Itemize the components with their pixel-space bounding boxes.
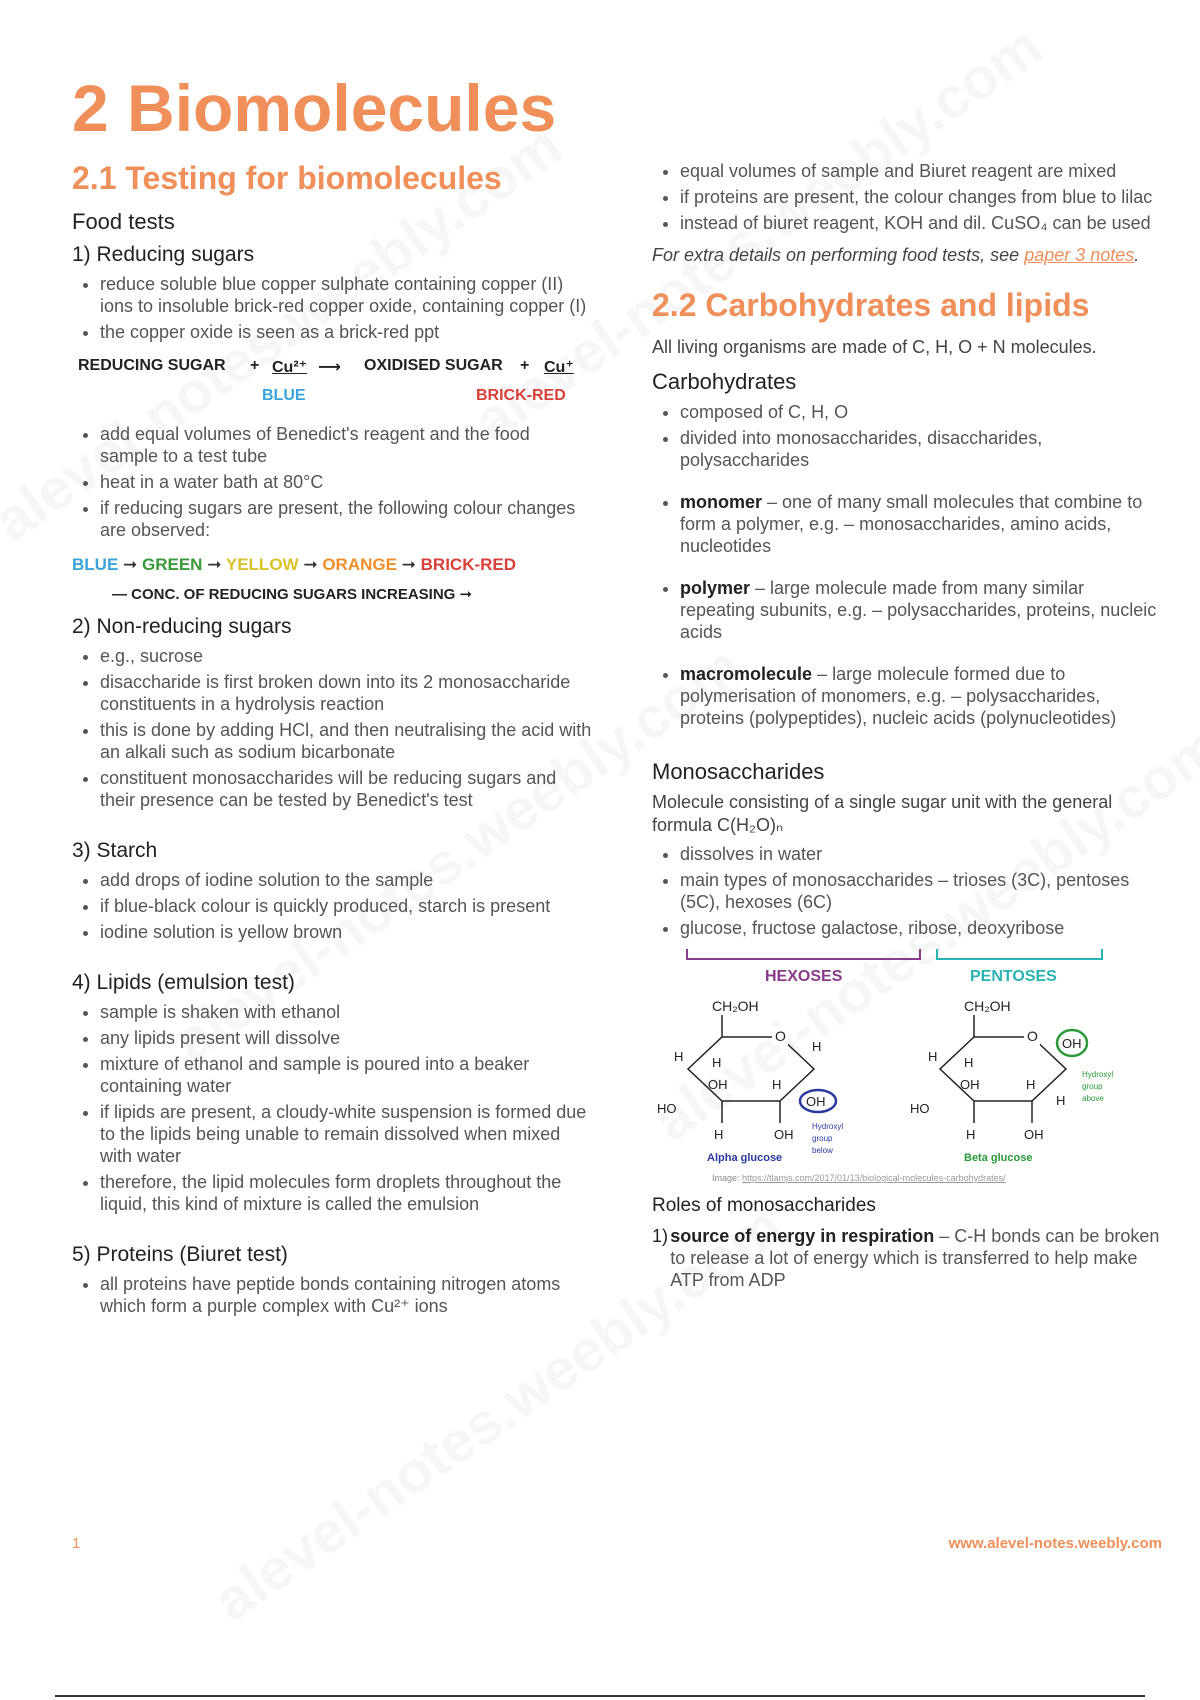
page-number: 1	[72, 1535, 81, 1552]
svg-text:H: H	[714, 1127, 724, 1142]
list-item: • this is done by adding HCl, and then neutralising the acid with an alkali such as sodium bicarbonate	[100, 719, 592, 763]
svg-text:H: H	[966, 1127, 976, 1142]
chain-arrow: ➞	[401, 555, 416, 574]
svg-text:OH: OH	[960, 1077, 980, 1092]
proteins-bullets-continued	[652, 160, 1162, 234]
list-item: • sample is shaken with ethanol	[100, 1001, 592, 1023]
definition-polymer	[652, 577, 1162, 643]
heading-non-reducing-sugars: 2) Non-reducing sugars	[72, 615, 292, 638]
svg-text:H: H	[928, 1049, 938, 1064]
list-item: • mixture of ethanol and sample is poured into a beaker containing water	[100, 1053, 592, 1097]
alpha-glucose-structure	[657, 998, 843, 1164]
heading-starch: 3) Starch	[72, 839, 158, 862]
bottom-rule	[55, 1695, 1145, 1697]
proteins-bullets	[72, 1273, 592, 1317]
lipids-bullets	[72, 1001, 592, 1215]
list-item: • macromolecule – large molecule formed due to polymerisation of monomers, e.g. – polysaccharides, proteins (polypeptides), nucleic acids (polynucleotides)	[680, 663, 1162, 729]
svg-text:OH: OH	[806, 1094, 826, 1109]
chain-arrow: ➞	[207, 555, 222, 574]
paper-3-notes-link[interactable]: paper 3 notes	[1024, 245, 1135, 265]
list-item: • e.g., sucrose	[100, 645, 592, 667]
carbs-bullets	[652, 401, 1162, 471]
list-item: • divided into monosaccharides, disaccharides, polysaccharides	[680, 427, 1162, 471]
svg-text:H: H	[772, 1077, 782, 1092]
monosaccharide-definition: Molecule consisting of a single sugar unit with the general formula C(H₂O)ₙ	[652, 792, 1113, 835]
glucose-diagram	[652, 949, 1162, 1169]
list-item: • the copper oxide is seen as a brick-red ppt	[100, 321, 592, 343]
non-reducing-bullets	[72, 645, 592, 811]
list-item: • disaccharide is first broken down into its 2 monosaccharide constituents in a hydrolysis reaction	[100, 671, 592, 715]
list-item: • composed of C, H, O	[680, 401, 1162, 423]
svg-text:Hydroxyl: Hydroxyl	[812, 1122, 844, 1131]
eq-copper-i: Cu⁺	[544, 359, 574, 376]
colour-brick-red: BRICK-RED	[420, 555, 517, 574]
svg-text:Hydroxyl: Hydroxyl	[1082, 1070, 1114, 1079]
eq-arrow: ⟶	[318, 359, 341, 376]
glucose-structures-svg	[652, 949, 1162, 1169]
section-heading-carbohydrates-lipids: 2.2 Carbohydrates and lipids	[652, 287, 1090, 323]
pentoses-bracket	[937, 949, 1102, 959]
list-item: • if blue-black colour is quickly produced, starch is present	[100, 895, 592, 917]
subheading-food-tests: Food tests	[72, 209, 175, 234]
intro-text: All living organisms are made of C, H, O + N molecules.	[652, 337, 1097, 357]
svg-text:H: H	[1026, 1077, 1036, 1092]
concentration-caption: — CONC. OF REDUCING SUGARS INCREASING ➞	[112, 586, 473, 603]
list-item: • reduce soluble blue copper sulphate containing copper (II) ions to insoluble brick-red copper oxide, containing copper (I)	[100, 273, 592, 317]
definition-monomer	[652, 491, 1162, 557]
svg-text:OH: OH	[774, 1127, 794, 1142]
reducing-bullets	[72, 273, 592, 343]
svg-text:H: H	[1056, 1093, 1066, 1108]
eq-oxidised-sugar: OXIDISED SUGAR	[364, 357, 503, 374]
list-item: • main types of monosaccharides – trioses (3C), pentoses (5C), hexoses (6C)	[680, 869, 1162, 913]
image-credit-link[interactable]: https://tlamjs.com/2017/01/13/biological-molecules-carbohydrates/	[742, 1173, 1006, 1183]
list-item: • iodine solution is yellow brown	[100, 921, 592, 943]
svg-text:group: group	[812, 1134, 833, 1143]
alpha-glucose-caption: Alpha glucose	[707, 1152, 783, 1164]
eq-plus: +	[520, 357, 530, 374]
list-item: • glucose, fructose galactose, ribose, deoxyribose	[680, 917, 1162, 939]
list-item: • polymer – large molecule made from many similar repeating subunits, e.g. – polysaccharides, proteins, nucleic acids	[680, 577, 1162, 643]
eq-copper-ii: Cu²⁺	[272, 359, 308, 376]
hexoses-bracket	[687, 949, 920, 959]
colour-change-chain	[72, 555, 592, 575]
svg-text:H: H	[812, 1039, 822, 1054]
colour-yellow: YELLOW	[225, 555, 299, 574]
subheading-carbohydrates: Carbohydrates	[652, 369, 797, 394]
svg-text:CH₂OH: CH₂OH	[964, 998, 1011, 1014]
chain-arrow: ➞	[123, 555, 138, 574]
beta-glucose-structure	[910, 998, 1113, 1164]
list-item: • dissolves in water	[680, 843, 1162, 865]
eq-reducing-sugar: REDUCING SUGAR	[78, 357, 226, 374]
page-title: 2 Biomolecules	[72, 71, 557, 145]
hexoses-label: HEXOSES	[765, 968, 843, 985]
definition-macromolecule	[652, 663, 1162, 729]
list-item: • add equal volumes of Benedict's reagent and the food sample to a test tube	[100, 423, 592, 467]
colour-green: GREEN	[142, 555, 203, 574]
list-item: • add drops of iodine solution to the sample	[100, 869, 592, 891]
svg-text:H: H	[964, 1055, 974, 1070]
colour-orange: ORANGE	[322, 555, 397, 574]
list-item: • therefore, the lipid molecules form droplets throughout the liquid, this kind of mixture is called the emulsion	[100, 1171, 592, 1215]
svg-text:CH₂OH: CH₂OH	[712, 998, 759, 1014]
benedict-equation	[72, 357, 592, 415]
svg-text:H: H	[712, 1055, 722, 1070]
subheading-monosaccharides: Monosaccharides	[652, 759, 825, 784]
eq-blue-label: BLUE	[262, 387, 306, 404]
svg-text:below: below	[812, 1146, 833, 1155]
image-credit: Image: https://tlamjs.com/2017/01/13/biological-molecules-carbohydrates/	[712, 1173, 1006, 1183]
svg-text:above: above	[1082, 1094, 1104, 1103]
extra-details-note: For extra details on performing food tests, see paper 3 notes.	[652, 245, 1140, 265]
benedict-method-bullets	[72, 423, 592, 541]
role-item: 1) source of energy in respiration – C-H bonds can be broken to release a lot of energy which is transferred to help make ATP from ADP	[652, 1226, 1160, 1290]
site-url[interactable]: www.alevel-notes.weebly.com	[948, 1535, 1162, 1552]
section-heading-testing: 2.1 Testing for biomolecules	[72, 160, 502, 196]
right-column	[652, 160, 1162, 1291]
beta-glucose-caption: Beta glucose	[964, 1152, 1033, 1164]
svg-text:group: group	[1082, 1082, 1103, 1091]
list-item: • instead of biuret reagent, KOH and dil. CuSO₄ can be used	[680, 212, 1162, 234]
list-item: • constituent monosaccharides will be reducing sugars and their presence can be tested by Benedict's test	[100, 767, 592, 811]
list-item: • monomer – one of many small molecules that combine to form a polymer, e.g. – monosaccharides, amino acids, nucleotides	[680, 491, 1162, 557]
starch-bullets	[72, 869, 592, 943]
list-item: • if lipids are present, a cloudy-white suspension is formed due to the lipids being unable to remain dissolved when mixed with water	[100, 1101, 592, 1167]
list-item: • if proteins are present, the colour changes from blue to lilac	[680, 186, 1162, 208]
roles-heading: Roles of monosaccharides	[652, 1195, 876, 1216]
eq-brick-red-label: BRICK-RED	[476, 387, 566, 404]
chain-arrow: ➞	[303, 555, 318, 574]
heading-proteins: 5) Proteins (Biuret test)	[72, 1243, 288, 1266]
svg-text:H: H	[674, 1049, 684, 1064]
eq-plus: +	[250, 357, 260, 374]
svg-text:OH: OH	[1062, 1036, 1082, 1051]
svg-text:OH: OH	[1024, 1127, 1044, 1142]
svg-text:OH: OH	[708, 1077, 728, 1092]
left-column	[72, 160, 592, 1323]
colour-blue: BLUE	[72, 555, 119, 574]
svg-text:HO: HO	[657, 1101, 677, 1116]
heading-reducing-sugars: 1) Reducing sugars	[72, 243, 255, 266]
list-item: • equal volumes of sample and Biuret reagent are mixed	[680, 160, 1162, 182]
mono-bullets	[652, 843, 1162, 939]
svg-text:HO: HO	[910, 1101, 930, 1116]
pentoses-label: PENTOSES	[970, 968, 1057, 985]
list-item: • if reducing sugars are present, the following colour changes are observed:	[100, 497, 592, 541]
heading-lipids: 4) Lipids (emulsion test)	[72, 971, 295, 994]
list-item: • all proteins have peptide bonds containing nitrogen atoms which form a purple complex with Cu²⁺ ions	[100, 1273, 592, 1317]
svg-text:O: O	[775, 1028, 786, 1044]
list-item: • any lipids present will dissolve	[100, 1027, 592, 1049]
svg-text:O: O	[1027, 1028, 1038, 1044]
list-item: • heat in a water bath at 80°C	[100, 471, 592, 493]
